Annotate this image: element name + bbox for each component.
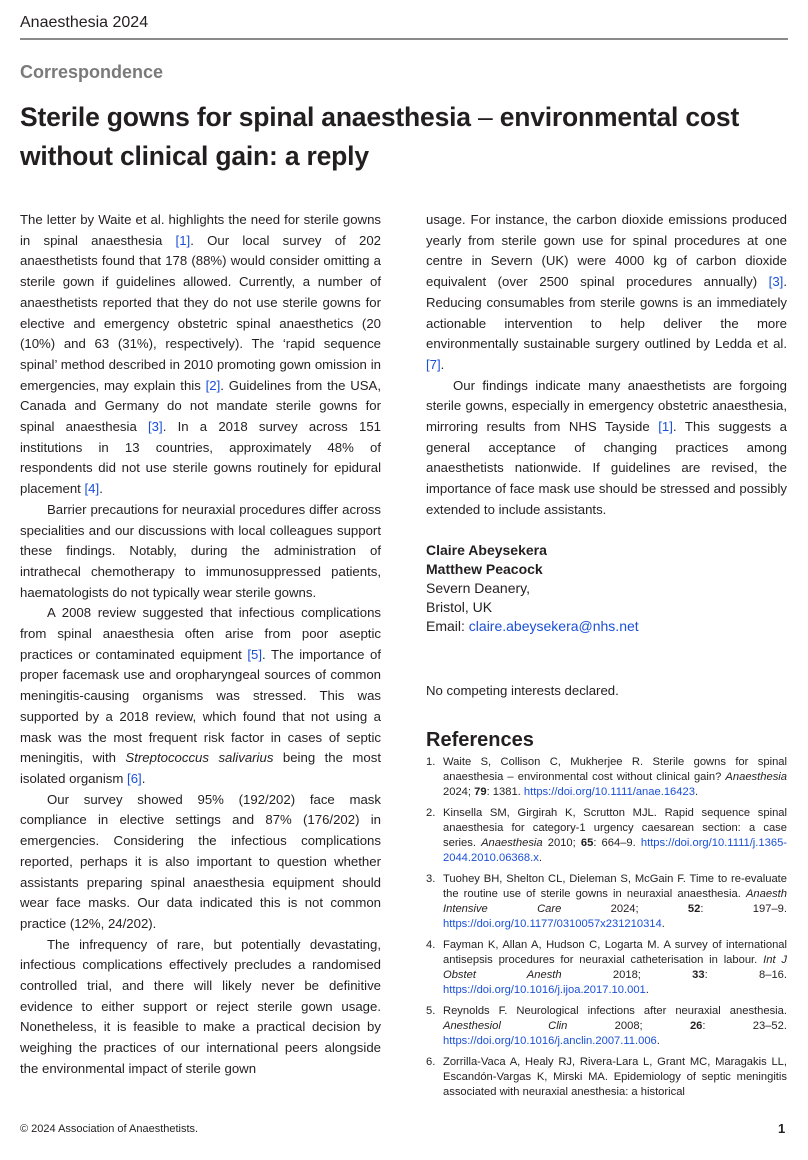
italic-text: Streptococcus salivarius: [125, 750, 274, 766]
title-dash: –: [470, 102, 500, 132]
doi-link[interactable]: https://doi.org/10.1177/0310057x231210314: [443, 918, 662, 931]
email-link[interactable]: claire.abeysekera@nhs.net: [468, 617, 639, 634]
reference-text: Waite S, Collison C, Mukherjee R. Sterile gowns for spinal anaesthesia – environmental cost without clinical gain? Anaesthesia 2024; 79: 1381. https://doi.org/10.1111/anae.16423.: [443, 756, 787, 799]
citation-link[interactable]: [6]: [127, 770, 142, 786]
italic-text: Anaesthesia: [481, 837, 543, 850]
reference-number: 4.: [426, 939, 436, 952]
copyright-footer: © 2024 Association of Anaesthetists.: [20, 1123, 199, 1135]
reference-item: [426, 806, 787, 866]
journal-header: Anaesthesia 2024: [20, 14, 149, 31]
body-paragraph: usage. For instance, the carbon dioxide emissions produced yearly from sterile gown use for spinal procedures at one centre in Severn (UK) were 4000 kg of carbon dioxide equivalent (over 2500 spinal procedures annually) [3]. Reducing consumables from sterile gowns is an immediately actionable intervention to help deliver the more environmentally sustainable surgery outlined by Ledda et al. [7].: [426, 212, 787, 372]
reference-item: [426, 1004, 787, 1049]
reference-number: 5.: [426, 1005, 436, 1018]
italic-text: Int J Obstet Anesth: [443, 954, 787, 982]
body-paragraph: The letter by Waite et al. highlights the need for sterile gowns in spinal anaesthesia [1]. Our local survey of 202 anaesthetists found that 178 (88%) would consider omitting a sterile gown if guidelines allowed. Currently, a number of anaesthetists reported that they do not use sterile gowns for elective and emergency obstetric spinal anaesthetics (20 (10%) and 63 (31%), respectively). The ‘rapid sequence spinal’ method described in 2010 promoting gown omission in emergencies, may explain this [2]. Guidelines from the USA, Canada and Germany do not mandate sterile gowns for spinal anaesthesia [3]. In a 2018 survey across 151 institutions in 13 countries, approximately 48% of respondents did not use sterile gowns routinely for epidural placement [4].: [20, 212, 381, 497]
reference-item: [426, 872, 787, 932]
citation-link[interactable]: [3]: [768, 274, 784, 290]
italic-text: Anaesth Intensive Care: [443, 888, 787, 916]
reference-number: 1.: [426, 756, 436, 769]
citation-link[interactable]: [5]: [247, 646, 263, 662]
doi-link[interactable]: https://doi.org/10.1111/j.1365-2044.2010.06368.x: [443, 837, 788, 865]
body-paragraph: Our findings indicate many anaesthetists are forgoing sterile gowns, especially in emergency obstetric anaesthesia, mirroring results from NHS Tayside [1]. This suggests a general acceptance of changing practices among anaesthetists nationwide. If guidelines are revised, the importance of face mask use should be stressed and possibly extended to include assistants.: [426, 377, 787, 517]
reference-text: Zorrilla-Vaca A, Healy RJ, Rivera-Lara L, Grant MC, Maragakis LL, Escandón-Vargas K, Mirski MA. Epidemiology of septic meningitis associated with neuraxial anesthesia: a historical: [443, 1056, 787, 1099]
reference-text: Fayman K, Allan A, Hudson C, Logarta M. A survey of international antisepsis procedures for neuraxial catheterisation in labour. Int J Obstet Anesth 2018; 33: 8–16. https://doi.org/10.1016/j.ijoa.2017.10.001.: [443, 939, 787, 997]
citation-link[interactable]: [2]: [205, 377, 221, 393]
author-block: [426, 541, 787, 636]
reference-list: [426, 755, 787, 1100]
reference-text: Tuohey BH, Shelton CL, Dieleman S, McGain F. Time to re-evaluate the routine use of sterile gowns in neuraxial anaesthesia. Anaesth Intensive Care 2024; 52: 197–9. https://doi.org/10.1177/0310057x231210314.: [443, 873, 787, 931]
volume-number: 65: [580, 837, 594, 850]
volume-number: 79: [474, 786, 487, 799]
citation-link[interactable]: [3]: [148, 419, 163, 435]
page-number: 1: [778, 1121, 786, 1136]
reference-item: [426, 755, 787, 800]
references-heading: References: [426, 729, 534, 752]
header-divider: [20, 38, 788, 40]
citation-link[interactable]: [4]: [84, 481, 100, 497]
doi-link[interactable]: https://doi.org/10.1016/j.ijoa.2017.10.001: [443, 984, 646, 997]
title-part-1: Sterile gowns for spinal anaesthesia: [20, 102, 471, 132]
reference-text: Reynolds F. Neurological infections after neuraxial anesthesia. Anesthesiol Clin 2008; 26: 23–52. https://doi.org/10.1016/j.anclin.2007.11.006.: [443, 1005, 787, 1048]
italic-text: Anaesthesia: [725, 771, 787, 784]
doi-link[interactable]: https://doi.org/10.1111/anae.16423: [523, 786, 695, 799]
competing-interests: No competing interests declared.: [426, 682, 619, 698]
volume-number: 26: [689, 1020, 703, 1033]
italic-text: Anesthesiol Clin: [443, 1020, 568, 1033]
citation-link[interactable]: [7]: [426, 356, 441, 372]
author-name: Matthew Peacock: [426, 560, 543, 577]
title-part-2: environmental cost without clinical gain: a reply: [20, 102, 740, 171]
article-title: [20, 98, 780, 176]
left-column: [20, 210, 381, 1080]
reference-number: 2.: [426, 807, 436, 820]
doi-link[interactable]: https://doi.org/10.1016/j.anclin.2007.11.006: [443, 1035, 657, 1048]
affiliation-line: Severn Deanery,: [426, 579, 531, 596]
email-label: Email:: [426, 617, 469, 634]
body-paragraph: The infrequency of rare, but potentially devastating, infectious complications effectively precludes a randomised controlled trial, and there will likely never be definitive evidence to either support or reject sterile gown usage. Nonetheless, it is feasible to make a practical decision by weighing the practices of our international peers alongside the environmental impact of sterile gown: [20, 936, 381, 1076]
right-column: [426, 210, 787, 1106]
reference-text: Kinsella SM, Girgirah K, Scrutton MJL. Rapid sequence spinal anaesthesia for category-1 urgency caesarean section: a case series. Anaesthesia 2010; 65: 664–9. https://doi.org/10.1111/j.1365-2044.2010.06368.x.: [443, 807, 788, 865]
body-paragraph: Our survey showed 95% (192/202) face mask compliance in elective settings and 87% (176/202) in emergencies. Considering the infectious complications reported, perhaps it is also important to question whether assistants preparing spinal anaesthesia equipment should wear face masks. Our data indicated this is not common practice (12%, 24/202).: [20, 791, 381, 931]
citation-link[interactable]: [1]: [175, 232, 191, 248]
section-label: Correspondence: [20, 62, 164, 82]
citation-link[interactable]: [1]: [658, 419, 673, 435]
body-paragraph: A 2008 review suggested that infectious complications from spinal anaesthesia often arise from poor aseptic practices or contaminated equipment [5]. The importance of proper facemask use and oropharyngeal sources of common meningitis-causing organisms was stressed. This was supported by a 2018 review, which found that not using a mask was the most frequent risk factor in cases of septic meningitis, with Streptococcus salivarius being the most isolated organism [6].: [20, 605, 381, 786]
reference-item: [426, 938, 787, 998]
volume-number: 52: [687, 903, 701, 916]
affiliation-line: Bristol, UK: [426, 598, 493, 615]
volume-number: 33: [692, 969, 705, 982]
author-name: Claire Abeysekera: [426, 541, 547, 558]
reference-number: 6.: [426, 1056, 436, 1069]
body-paragraph: Barrier precautions for neuraxial procedures differ across specialities and our discussions with local colleagues support these findings. Notably, during the administration of intrathecal chemotherapy to immunosuppressed patients, haematologists do not typically wear sterile gowns.: [20, 501, 381, 600]
email-line: [426, 617, 787, 636]
reference-number: 3.: [426, 873, 436, 886]
reference-item: [426, 1055, 787, 1100]
